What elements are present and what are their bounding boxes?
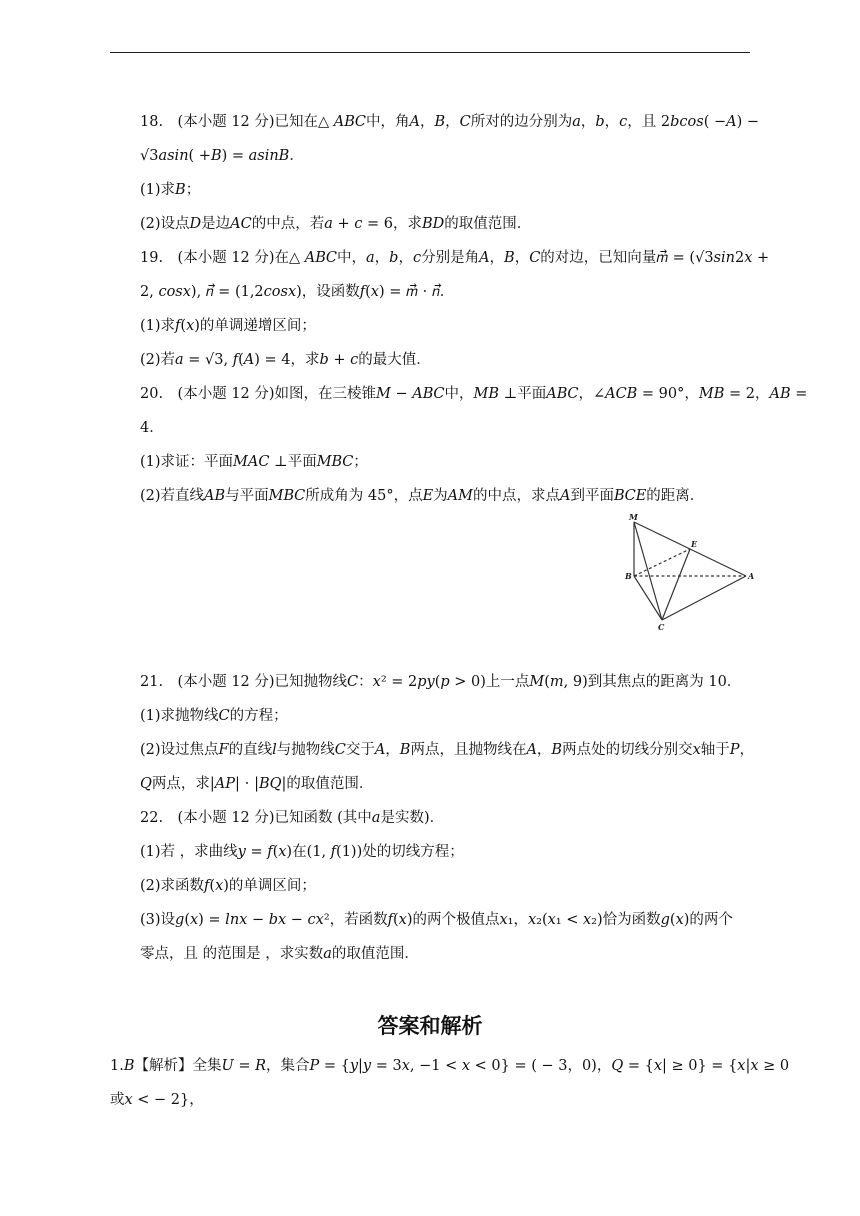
problem-21-part-1: (1)求抛物线𝐶的方程； — [140, 708, 288, 724]
problem-22-line-1: 22. (本小题 12 分)已知函数 (其中𝑎是实数)． — [140, 810, 445, 826]
header-rule — [110, 52, 750, 53]
edge-CA — [662, 576, 746, 620]
pyramid-figure — [620, 510, 760, 632]
pyramid-diagram — [620, 510, 760, 632]
label-B: B — [625, 571, 632, 581]
edge-MC — [634, 522, 662, 620]
problem-20-line-1: 20. (本小题 12 分)如图，在三棱锥𝑀 − 𝐴𝐵𝐶中，𝑀𝐵 ⊥平面𝐴𝐵𝐶，∠𝐴𝐶𝐵 = 90°，𝑀𝐵 = 2，𝐴𝐵 = — [140, 386, 808, 402]
label-M: M — [629, 512, 638, 522]
problem-21-part-2-cont: 𝑄两点，求|𝐴𝑃| ⋅ |𝐵𝑄|的取值范围． — [140, 776, 374, 792]
answer-1-line-1: 1.𝐵【解析】全集𝑈 = 𝑅，集合𝑃 = {𝑦|𝑦 = 3𝑥, −1 < 𝑥 < 0} = ( − 3，0)，𝑄 = {𝑥| ≥ 0} = {𝑥|𝑥 ≥ 0 — [110, 1058, 790, 1074]
problem-19-part-1: (1)求𝑓(𝑥)的单调递增区间； — [140, 318, 316, 334]
problem-19-line-2: 2, 𝑐𝑜𝑠𝑥), 𝑛⃗ = (1,2𝑐𝑜𝑠𝑥)，设函数𝑓(𝑥) = 𝑚⃗ ⋅ 𝑛⃗． — [140, 284, 455, 300]
problem-20-part-1: (1)求证：平面𝑀𝐴𝐶 ⊥平面𝑀𝐵𝐶； — [140, 454, 368, 470]
label-C: C — [658, 622, 665, 632]
problem-22-part-3-cont: 零点，且 的范围是 ，求实数𝑎的取值范围． — [140, 946, 419, 962]
problem-22-part-1: (1)若 ，求曲线𝑦 = 𝑓(𝑥)在(1, 𝑓(1))处的切线方程； — [140, 844, 464, 860]
problem-22-part-3: (3)设𝑔(𝑥) = 𝑙𝑛𝑥 − 𝑏𝑥 − 𝑐𝑥²，若函数𝑓(𝑥)的两个极值点𝑥₁，𝑥₂(𝑥₁ < 𝑥₂)恰为函数𝑔(𝑥)的两个 — [140, 912, 733, 928]
problem-22-part-2: (2)求函数𝑓(𝑥)的单调区间； — [140, 878, 316, 894]
label-A: A — [748, 571, 755, 581]
problem-20-line-2: 4． — [140, 420, 164, 436]
problem-19-part-2: (2)若𝑎 = √3, 𝑓(𝐴) = 4，求𝑏 + 𝑐的最大值． — [140, 352, 431, 368]
label-E: E — [691, 539, 698, 549]
problem-18-part-2: (2)设点𝐷是边𝐴𝐶的中点，若𝑎 + 𝑐 = 6，求𝐵𝐷的取值范围． — [140, 216, 532, 232]
problem-21-line-1: 21. (本小题 12 分)已知抛物线𝐶：𝑥² = 2𝑝𝑦(𝑝 > 0)上一点𝑀(𝑚, 9)到其焦点的距离为 10． — [140, 674, 742, 690]
problem-18-part-1: (1)求𝐵； — [140, 182, 201, 198]
answers-title: 答案和解析 — [377, 1014, 483, 1038]
problem-20-part-2: (2)若直线𝐴𝐵与平面𝑀𝐵𝐶所成角为 45°，点𝐸为𝐴𝑀的中点，求点𝐴到平面𝐵𝐶𝐸的距离． — [140, 488, 705, 504]
edge-BC — [634, 576, 662, 620]
problem-21-part-2: (2)设过焦点𝐹的直线𝑙与抛物线𝐶交于𝐴，𝐵两点，且抛物线在𝐴，𝐵两点处的切线分别交𝑥轴于𝑃， — [140, 742, 755, 758]
problem-18-line-2: √3𝑎𝑠𝑖𝑛( +𝐵) = 𝑎𝑠𝑖𝑛𝐵． — [140, 148, 304, 164]
edge-CE — [662, 549, 690, 620]
problem-19-line-1: 19. (本小题 12 分)在△ 𝐴𝐵𝐶中，𝑎，𝑏，𝑐分别是角𝐴，𝐵，𝐶的对边，已知向量𝑚⃗ = (√3𝑠𝑖𝑛2𝑥 + — [140, 250, 770, 266]
problem-18-line-1: 18. (本小题 12 分)已知在△ 𝐴𝐵𝐶中，角𝐴，𝐵，𝐶所对的边分别为𝑎，𝑏，𝑐，且 2𝑏𝑐𝑜𝑠( −𝐴) − — [140, 114, 760, 130]
answer-1-line-2: 或𝑥 < − 2}， — [110, 1092, 204, 1108]
